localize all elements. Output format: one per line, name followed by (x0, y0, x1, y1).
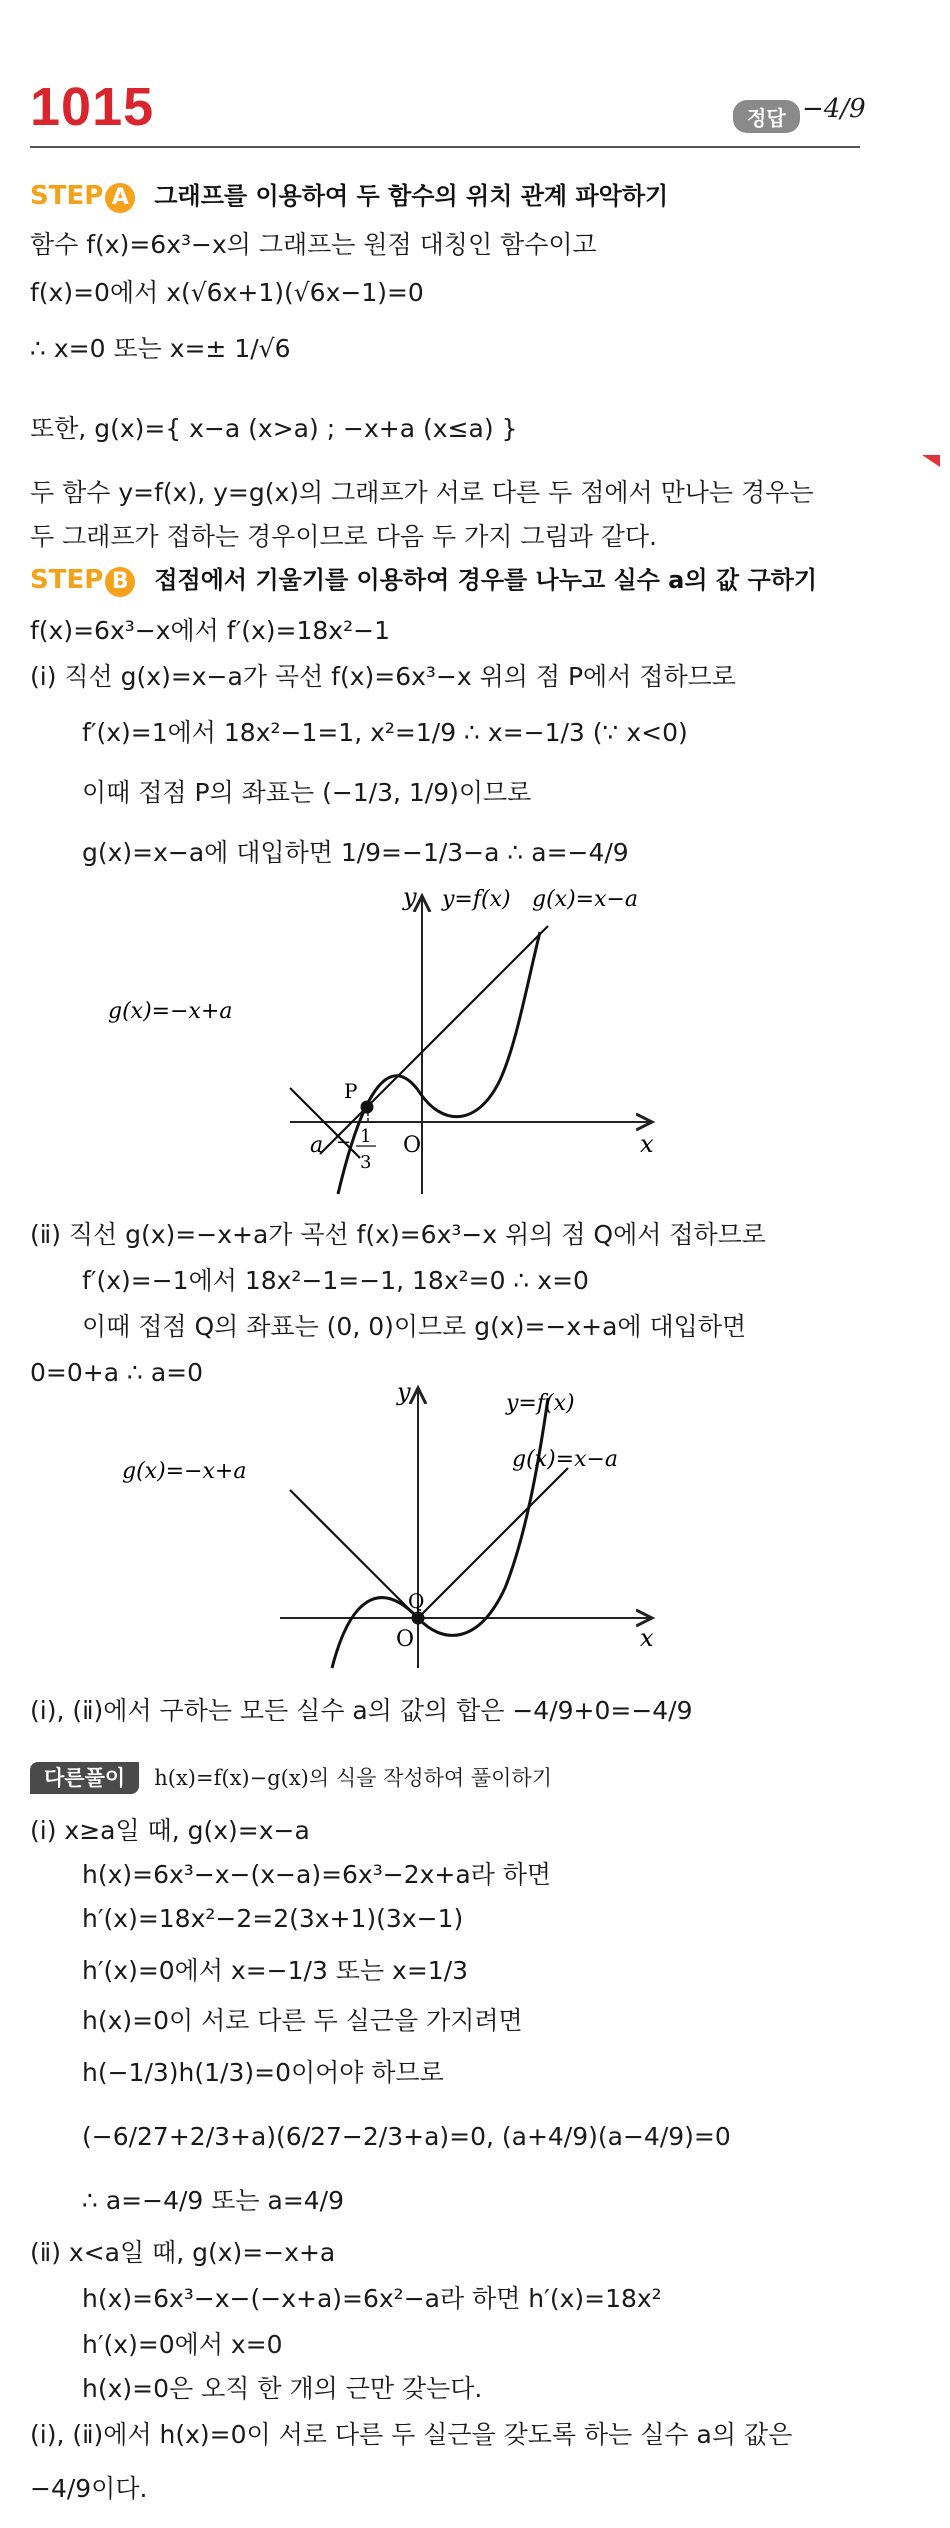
origin-label: O (396, 1627, 415, 1652)
step-a-line-2: f(x)=0에서 x(√6x+1)(√6x−1)=0 (30, 278, 424, 307)
curve-f (332, 1398, 548, 1668)
step-a-tag: STEP (30, 181, 104, 211)
step-a-letter: A (105, 183, 135, 213)
step-b-line-1: f(x)=6x³−x에서 f′(x)=18x²−1 (30, 616, 390, 645)
alt-line-4: h′(x)=0에서 x=−1/3 또는 x=1/3 (82, 1956, 469, 1985)
x-axis-label: x (640, 1130, 654, 1158)
step-a-line-5: 두 함수 y=f(x), y=g(x)의 그래프가 서로 다른 두 점에서 만나는 경우는 (30, 478, 814, 507)
alt-line-14: −4/9이다. (30, 2474, 148, 2503)
step-a-heading (30, 176, 668, 213)
answer-value: −4/9 (802, 94, 866, 124)
alt-line-7: (−6/27+2/3+a)(6/27−2/3+a)=0, (a+4/9)(a−4/9)=0 (82, 2122, 731, 2151)
alt-line-5: h(x)=0이 서로 다른 두 실근을 가지려면 (82, 2006, 523, 2035)
tick-sign: − (336, 1132, 352, 1153)
line2-label: g(x)=−x+a (108, 999, 233, 1024)
alt-badge: 다른풀이 (30, 1762, 139, 1794)
line1-label: g(x)=x−a (532, 887, 639, 912)
answer-badge: 정답 (733, 100, 800, 133)
step-b-line-6: (ⅱ) 직선 g(x)=−x+a가 곡선 f(x)=6x³−x 위의 점 Q에서 접하므로 (30, 1220, 766, 1249)
curve-label: y=f(x) (442, 887, 511, 912)
alt-line-8: ∴ a=−4/9 또는 a=4/9 (82, 2186, 344, 2215)
alt-heading (30, 1762, 552, 1792)
corner-marker-icon (922, 455, 940, 467)
step-b-letter: B (105, 567, 135, 597)
step-a-line-4: 또한, g(x)={ x−a (x>a) ; −x+a (x≤a) } (30, 414, 518, 443)
alt-line-13: (ⅰ), (ⅱ)에서 h(x)=0이 서로 다른 두 실근을 갖도록 하는 실수 a의 값은 (30, 2420, 793, 2449)
curve-label: y=f(x) (506, 1391, 575, 1416)
step-b-heading (30, 560, 817, 597)
line2-label: g(x)=−x+a (122, 1459, 247, 1484)
step-b-line-8: 이때 접점 Q의 좌표는 (0, 0)이므로 g(x)=−x+a에 대입하면 (82, 1312, 747, 1341)
step-a-line-1: 함수 f(x)=6x³−x의 그래프는 원점 대칭인 함수이고 (30, 230, 597, 259)
tick-num: 1 (360, 1126, 372, 1147)
alt-line-1: (ⅰ) x≥a일 때, g(x)=x−a (30, 1816, 310, 1845)
line1-label: g(x)=x−a (512, 1447, 619, 1472)
step-a-line-3: ∴ x=0 또는 x=± 1/√6 (30, 334, 291, 363)
alt-line-10: h(x)=6x³−x−(−x+a)=6x²−a라 하면 h′(x)=18x² (82, 2284, 662, 2313)
alt-line-6: h(−1/3)h(1/3)=0이어야 하므로 (82, 2058, 444, 2087)
step-b-line-2: (ⅰ) 직선 g(x)=x−a가 곡선 f(x)=6x³−x 위의 점 P에서 접하므로 (30, 662, 736, 691)
step-b-title: 접점에서 기울기를 이용하여 경우를 나누고 실수 a의 값 구하기 (154, 566, 818, 594)
x-axis-label: x (640, 1624, 654, 1652)
alt-line-9: (ⅱ) x<a일 때, g(x)=−x+a (30, 2238, 336, 2267)
graph-2 (122, 1378, 680, 1678)
point-p-label: P (344, 1079, 358, 1103)
line-g2 (290, 1490, 418, 1618)
line-g1 (418, 1468, 568, 1618)
step-b-line-7: f′(x)=−1에서 18x²−1=−1, 18x²=0 ∴ x=0 (82, 1266, 589, 1295)
step-b-line-4: 이때 접점 P의 좌표는 (−1/3, 1/9)이므로 (82, 778, 532, 807)
y-axis-label: y (403, 883, 417, 911)
step-b-line-10: (ⅰ), (ⅱ)에서 구하는 모든 실수 a의 값의 합은 −4/9+0=−4/9 (30, 1696, 693, 1725)
header-divider (30, 146, 860, 148)
point-q (412, 1612, 425, 1625)
alt-line-3: h′(x)=18x²−2=2(3x+1)(3x−1) (82, 1904, 464, 1933)
step-a-line-6: 두 그래프가 접하는 경우이므로 다음 두 가지 그림과 같다. (30, 522, 657, 551)
step-b-tag: STEP (30, 565, 104, 595)
point-q-label: Q (408, 1589, 425, 1613)
step-b-line-5: g(x)=x−a에 대입하면 1/9=−1/3−a ∴ a=−4/9 (82, 838, 629, 867)
a-label: a (310, 1133, 324, 1158)
alt-line-11: h′(x)=0에서 x=0 (82, 2330, 283, 2359)
point-p (361, 1101, 374, 1114)
step-b-line-3: f′(x)=1에서 18x²−1=1, x²=1/9 ∴ x=−1/3 (∵ x<0) (82, 718, 688, 747)
tick-den: 3 (360, 1152, 372, 1173)
graph-1 (108, 880, 680, 1200)
step-a-title: 그래프를 이용하여 두 함수의 위치 관계 파악하기 (154, 182, 669, 210)
alt-line-12: h(x)=0은 오직 한 개의 근만 갖는다. (82, 2374, 483, 2403)
step-b-line-9: 0=0+a ∴ a=0 (30, 1358, 203, 1387)
alt-line-2: h(x)=6x³−x−(x−a)=6x³−2x+a라 하면 (82, 1860, 552, 1889)
problem-number: 1015 (30, 77, 155, 137)
y-axis-label: y (397, 1378, 411, 1406)
origin-label: O (403, 1133, 422, 1158)
alt-title: h(x)=f(x)−g(x)의 식을 작성하여 풀이하기 (154, 1766, 553, 1790)
